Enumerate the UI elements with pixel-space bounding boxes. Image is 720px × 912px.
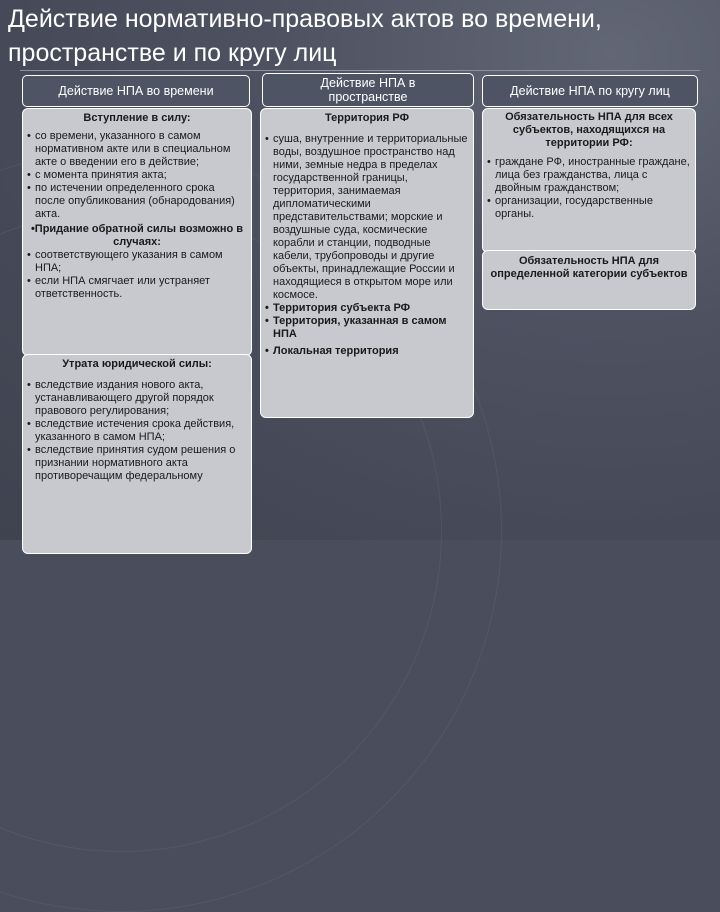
header-persons [482, 75, 698, 107]
loss-of-force-title: Утрата юридической силы: [62, 358, 212, 370]
header-time [22, 75, 250, 107]
list-item: • с момента принятия акта; [27, 169, 247, 182]
list-item: • организации, государственные органы. [487, 195, 691, 221]
list-item: • Территория, указанная в самом НПА [265, 315, 469, 341]
list-item: • если НПА смягчает или устраняет ответственность. [27, 275, 247, 301]
list-item: • Локальная территория [265, 345, 469, 358]
entry-into-force-title: Вступление в силу: [83, 112, 191, 124]
list-item: • соответствующего указания в самом НПА; [27, 249, 247, 275]
list-item: • вследствие принятия судом решения о признании нормативного акта противоречащим федеральному [27, 444, 247, 483]
persons-all-title: Обязательность НПА для всех субъектов, находящихся на территории РФ: [505, 111, 673, 149]
persons-category-title: Обязательность НПА для определенной категории субъектов [490, 255, 688, 280]
list-item: • по истечении определенного срока после опубликования (обнародования) акта. [27, 182, 247, 221]
persons-all-panel [482, 108, 696, 253]
territory-rf-title: Территория РФ [325, 112, 409, 124]
list-item: • вследствие издания нового акта, устанавливающего другой порядок правового регулирования; [27, 379, 247, 418]
list-item: • вследствие истечения срока действия, указанного в самом НПА; [27, 418, 247, 444]
territory-panel [260, 108, 474, 418]
entry-into-force-panel [22, 108, 252, 356]
retroactive-force-title: •Придание обратной силы возможно в случаях: [30, 223, 244, 248]
title-divider [20, 70, 700, 71]
header-space-label: Действие НПА в пространстве [320, 76, 416, 104]
loss-of-force-panel [22, 354, 252, 554]
list-item: • Территория субъекта РФ [265, 302, 469, 315]
list-item: • граждане РФ, иностранные граждане, лица без гражданства, лица с двойным гражданством; [487, 156, 691, 195]
header-persons-label: Действие НПА по кругу лиц [510, 84, 670, 98]
header-space [262, 73, 474, 107]
header-time-label: Действие НПА во времени [58, 84, 214, 98]
list-item: • со времени, указанного в самом нормативном акте или в специальном акте о введении его в действие; [27, 130, 247, 169]
persons-category-panel [482, 250, 696, 310]
slide-title: Действие нормативно-правовых актов во времени, пространстве и по кругу лиц [8, 5, 602, 67]
list-item: • суша, внутренние и территориальные воды, воздушное пространство над ними, земные недра в пределах государственной границы, территория, занимаемая дипломатическими представительствами; морские и воздушные суда, космические корабли и станции, подводные кабели, трубопроводы и другие объекты, принадлежащие России и находящиеся в открытом море или космосе. [265, 133, 469, 302]
